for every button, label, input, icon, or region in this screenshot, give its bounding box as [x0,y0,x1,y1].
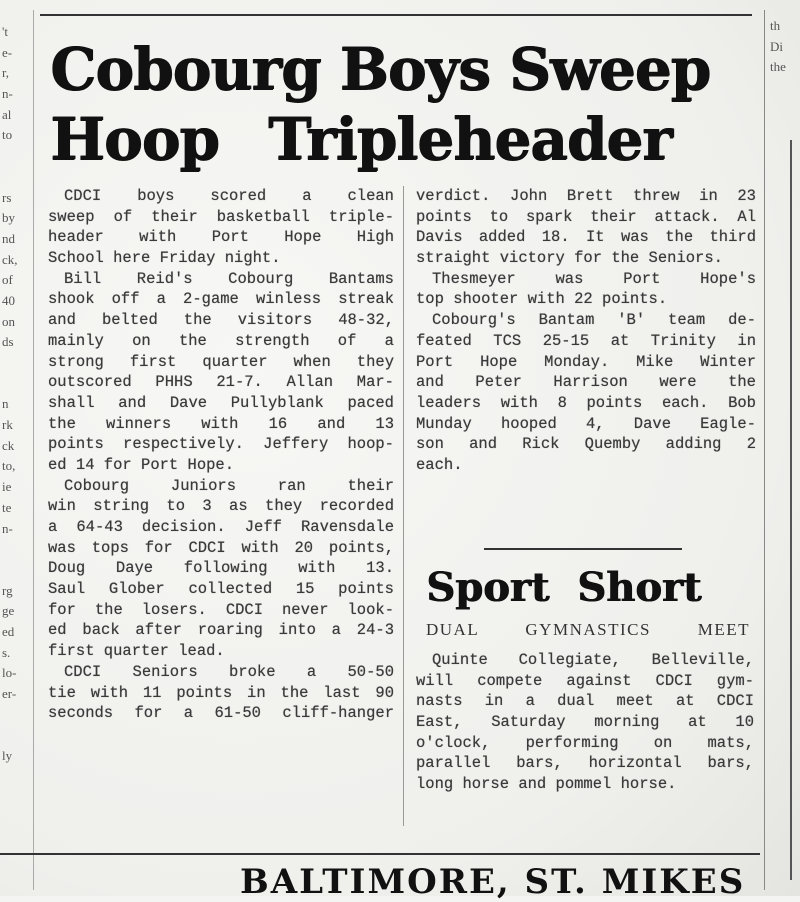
text-line: Munday hooped 4, Dave Eagle- [416,414,756,433]
edge-fragment [2,167,32,188]
edge-fragment: to [2,127,13,143]
text-line: was tops for CDCI with 20 points, [48,538,394,557]
text-line: Thesmeyer was Port Hope's [432,269,756,288]
edge-fragment: rs [2,189,12,205]
text-line: outscored PHHS 21-7. Allan Mar- [48,373,394,392]
text-line: mainly on the strength of a [48,331,394,350]
text-line: parallel bars, horizontal bars, [416,754,754,773]
text-line: feated TCS 25-15 at Trinity in [416,331,756,350]
edge-fragment: te [2,499,12,515]
text-line: East, Saturday morning at 10 [416,713,754,732]
text-line: nasts in a dual meet at CDCI [416,692,754,711]
text-line: win string to 3 as they recorded [48,497,394,516]
text-line: son and Rick Quemby adding 2 [416,435,756,454]
text-line: seconds for a 61-50 cliff-hanger [48,704,394,723]
text-line: ed 14 for Port Hope. [48,455,235,474]
edge-fragment: to, [2,458,16,474]
edge-fragment: 40 [2,292,15,308]
edge-fragment: ds [2,334,14,350]
edge-fragment: s. [2,644,11,660]
text-line: straight victory for the Seniors. [416,249,723,268]
edge-fragment: ed [2,623,15,639]
top-rule [40,14,752,16]
edge-fragment [2,705,32,726]
edge-fragment: er- [2,686,17,701]
text-line: verdict. John Brett threw in 23 [416,187,756,205]
edge-fragment: by [2,210,15,226]
text-line: Doug Daye following with 13. [48,559,394,578]
text-line: Cobourg's Bantam 'B' team de- [432,311,756,330]
text-line: o'clock, performing on mats, [416,733,754,752]
edge-fragment: 't [2,24,8,39]
text-line: sweep of their basketball triple- [48,207,394,226]
text-line: each. [416,455,463,474]
text-line: CDCI Seniors broke a 50-50 [64,662,394,681]
edge-fragment [2,725,32,746]
edge-fragment: on [2,313,15,329]
edge-fragment [2,560,32,581]
edge-fragment [2,146,32,167]
text-line: Quinte Collegiate, Belleville, [432,651,754,669]
edge-fragment: e- [2,44,13,60]
text-line: ed back after roaring into a 24-3 [48,621,394,640]
sport-short-title: Sport Short [426,564,702,611]
article-column-1 [48,186,394,724]
edge-fragment: ck, [2,251,18,267]
edge-fragment: al [2,106,12,122]
edge-fragment: ge [2,603,15,619]
text-line: Saul Glober collected 15 points [48,580,394,599]
edge-fragment: of [2,272,13,288]
edge-fragment: nd [2,230,15,246]
adjacent-column-right-fragments [770,16,800,78]
text-line: shook off a 2-game winless streak [48,290,394,309]
section-divider [484,548,682,550]
left-border [33,10,34,890]
right-border [764,10,765,890]
edge-fragment: Di [770,38,783,54]
edge-fragment: rk [2,417,13,433]
edge-fragment: n- [2,520,13,536]
text-line: will compete against CDCI gym- [416,671,754,690]
edge-fragment: the [770,59,786,75]
edge-fragment [2,539,32,560]
column-divider [403,186,404,826]
edge-fragment: rg [2,582,13,598]
edge-fragment: n [2,396,9,412]
text-line: for the losers. CDCI never look- [48,600,394,619]
text-line: the winners with 16 and 13 [48,414,394,433]
text-line: points respectively. Jeffery hoop- [48,435,394,454]
edge-fragment: ck [2,437,15,453]
edge-fragment [2,374,32,395]
text-line: points to spark their attack. Al [416,207,756,226]
edge-fragment: n- [2,86,13,102]
sport-short-body [416,650,754,795]
article-column-2 [416,186,756,476]
text-line: header with Port Hope High [48,228,394,247]
headline [50,34,750,174]
text-line: first quarter lead. [48,642,225,661]
text-line: CDCI boys scored a clean [64,187,394,205]
text-line: Bill Reid's Cobourg Bantams [64,269,394,288]
text-line: Port Hope Monday. Mike Winter [416,352,756,371]
text-line: and Peter Harrison were the [416,373,756,392]
edge-fragment: ie [2,479,12,495]
headline-line-1: Cobourg Boys Sweep [50,35,710,103]
text-line: top shooter with 22 points. [416,290,668,309]
sport-short-deck: DUAL GYMNASTICS MEET [426,620,750,639]
edge-fragment: lo- [2,665,17,681]
text-line: and belted the visitors 48-32, [48,311,394,330]
text-line: tie with 11 points in the last 90 [48,683,394,702]
text-line: Cobourg Juniors ran their [64,476,394,495]
text-line: long horse and pommel horse. [416,775,677,794]
edge-fragment: th [770,18,781,33]
text-line: School here Friday night. [48,249,281,268]
edge-fragment: ly [2,748,13,764]
next-article-headline: BALTIMORE, ST. MIKES [240,862,746,902]
text-line: leaders with 8 points each. Bob [416,393,756,412]
adjacent-column-left-fragments [2,22,32,767]
edge-fragment: r, [2,65,10,81]
text-line: shall and Dave Pullyblank paced [48,393,394,412]
text-line: Davis added 18. It was the third [416,228,756,247]
right-border-outer [790,140,792,880]
edge-fragment [2,353,32,374]
headline-line-2: Hoop Tripleheader [50,105,672,173]
bottom-rule [0,853,760,855]
text-line: a 64-43 decision. Jeff Ravensdale [48,518,394,536]
text-line: strong first quarter when they [48,352,394,371]
